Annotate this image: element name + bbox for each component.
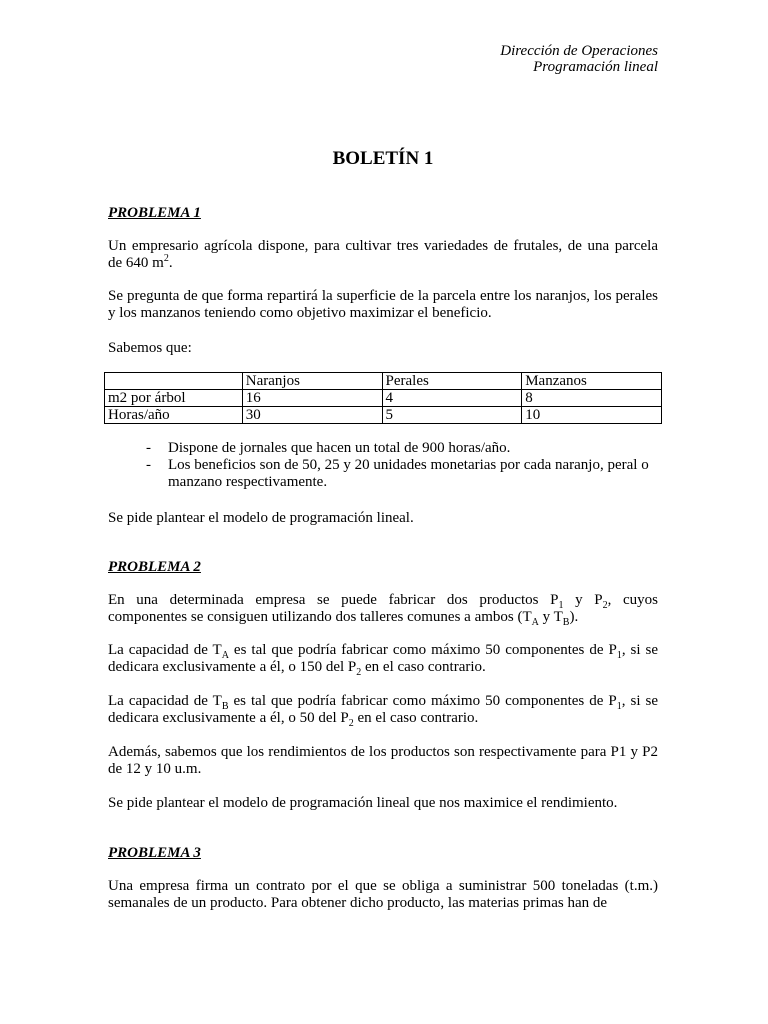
table-cell: m2 por árbol [105,390,243,407]
table-cell [105,373,243,390]
table-cell: 8 [522,390,662,407]
problem-2-paragraph-5: Se pide plantear el modelo de programación lineal que nos maximice el rendimiento. [108,795,618,811]
list-item: - Los beneficios son de 50, 25 y 20 unidades monetarias por cada naranjo, peral o manzano respectivamente. [146,457,649,490]
table-cell: 5 [382,407,522,424]
problem-3-paragraph-1: Una empresa firma un contrato por el que se obliga a suministrar 500 toneladas (t.m.) semanales de un producto. Para obtener dicho producto, las materias primas han de [108,878,658,911]
table-cell: Perales [382,373,522,390]
table-cell: 16 [242,390,382,407]
problem-2-paragraph-1: En una determinada empresa se puede fabricar dos productos $P_1$ y $P_2$, cuyos componentes se consiguen utilizando dos talleres comunes a ambos ($T_A$ y $T_B$). [108,592,659,628]
problem-3-heading: PROBLEMA 3 [108,845,201,861]
problem-1-paragraph-3: Sabemos que: [108,340,192,356]
table-cell: Manzanos [522,373,662,390]
table-cell: 4 [382,390,522,407]
problem-1-paragraph-1: Un empresario agrícola dispone, para cultivar tres variedades de frutales, de una parcela de 640 $m^2$. [108,238,658,271]
header-line-2: Programación lineal [533,59,658,75]
problem-1-paragraph-4: Se pide plantear el modelo de programación lineal. [108,510,414,526]
header-line-1: Dirección de Operaciones [500,43,658,59]
table-row [105,407,662,424]
table-header-row [105,373,662,390]
conditions-list [138,440,658,491]
problem-1-heading: PROBLEMA 1 [108,205,201,221]
problem-2-heading: PROBLEMA 2 [108,559,201,575]
running-header [500,43,658,75]
table-row [105,390,662,407]
problem-1-paragraph-2: Se pregunta de que forma repartirá la superficie de la parcela entre los naranjos, los perales y los manzanos teniendo como objetivo maximizar el beneficio. [108,288,658,321]
problem-2-paragraph-2: La capacidad de $T_A$ es tal que podría fabricar como máximo 50 componentes de $P_1$, si se dedicara exclusivamente a él, o 150 del $P_2$ en el caso contrario. [108,642,659,678]
table-cell: 10 [522,407,662,424]
document-title: BOLETÍN 1 [332,148,434,169]
problem-2-paragraph-4: Además, sabemos que los rendimientos de los productos son respectivamente para P1 y P2 de 12 y 10 u.m. [108,744,658,777]
table-cell: Horas/año [105,407,243,424]
list-item: - Dispone de jornales que hacen un total de 900 horas/año. [146,440,511,456]
problem-2-paragraph-3: La capacidad de $T_B$ es tal que podría fabricar como máximo 50 componentes de $P_1$, si se dedicara exclusivamente a él, o 50 del $P_2$ en el caso contrario. [108,693,659,729]
table-cell: 30 [242,407,382,424]
table-cell: Naranjos [242,373,382,390]
data-table [104,372,662,424]
